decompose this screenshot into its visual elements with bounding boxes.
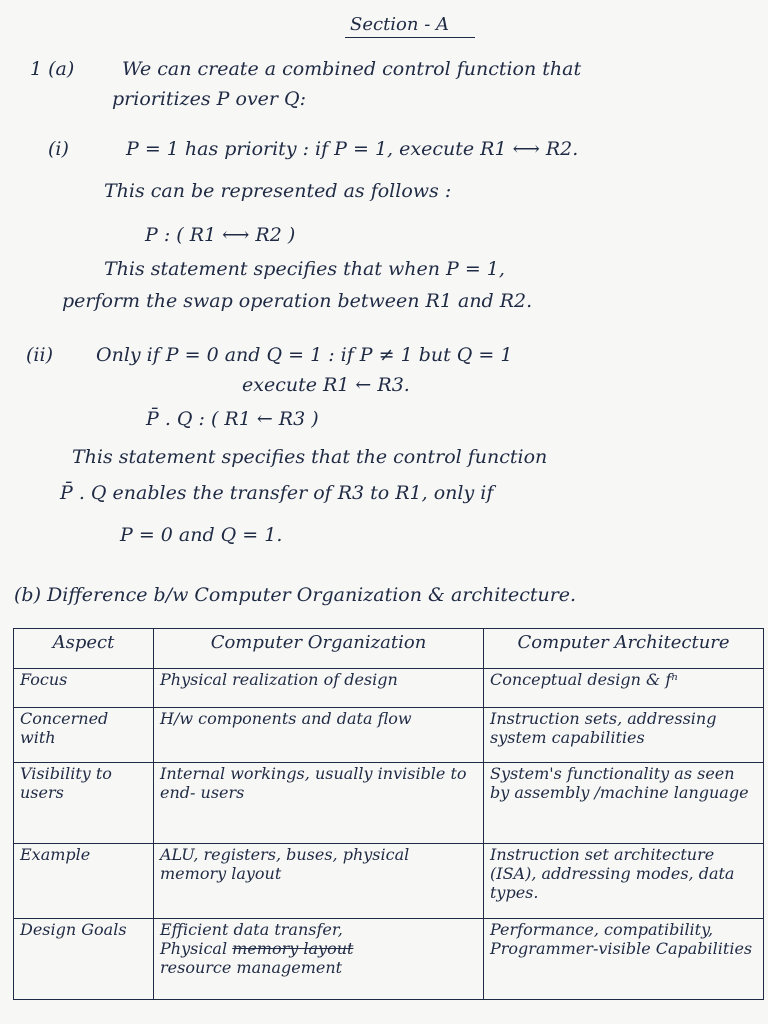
row-organization: Physical realization of design	[154, 669, 484, 708]
row-architecture: System's functionality as seen by assembly /machine language	[484, 763, 764, 844]
part-ii-explain-line2: P̄ . Q enables the transfer of R3 to R1, only if	[60, 482, 494, 504]
header-aspect: Aspect	[14, 629, 154, 669]
row-organization	[154, 919, 484, 1000]
part-ii-label: (ii)	[26, 344, 53, 366]
row-aspect: Visibility to users	[14, 763, 154, 844]
q1a-label: 1 (a)	[30, 58, 75, 80]
row-organization: ALU, registers, buses, physical memory layout	[154, 844, 484, 919]
part-ii-expression: P̄ . Q : ( R1 ← R3 )	[146, 408, 319, 430]
part-ii-explain-line1: This statement specifies that the control function	[72, 446, 548, 468]
table-row	[14, 763, 764, 844]
section-title: Section - A	[350, 14, 450, 35]
row-architecture: Instruction sets, addressing system capabilities	[484, 708, 764, 763]
header-organization: Computer Organization	[154, 629, 484, 669]
row-aspect: Focus	[14, 669, 154, 708]
row-architecture: Instruction set architecture (ISA), addressing modes, data types.	[484, 844, 764, 919]
row-aspect: Example	[14, 844, 154, 919]
table-header-row	[14, 629, 764, 669]
part-ii-explain-line3: P = 0 and Q = 1.	[120, 524, 283, 546]
table-row	[14, 844, 764, 919]
org-goal-line3: resource management	[160, 958, 343, 977]
org-goal-line2	[160, 939, 477, 958]
q1b-heading: (b) Difference b/w Computer Organization & architecture.	[14, 584, 577, 606]
part-i-expression: P : ( R1 ⟷ R2 )	[145, 224, 296, 246]
part-i-heading: P = 1 has priority : if P = 1, execute R1 ⟷ R2.	[126, 138, 579, 160]
org-goal-struck-text: memory layout	[232, 939, 354, 958]
row-architecture: Performance, compatibility, Programmer-visible Capabilities	[484, 919, 764, 1000]
row-aspect: Design Goals	[14, 919, 154, 1000]
header-architecture: Computer Architecture	[484, 629, 764, 669]
part-i-explain-line1: This statement specifies that when P = 1,	[104, 258, 505, 280]
table-row	[14, 919, 764, 1000]
part-i-represent: This can be represented as follows :	[104, 180, 452, 202]
table-row	[14, 708, 764, 763]
part-i-label: (i)	[48, 138, 69, 160]
comparison-table	[13, 628, 764, 1000]
title-underline	[345, 37, 475, 38]
org-goal-line1: Efficient data transfer,	[160, 920, 343, 939]
part-ii-heading: Only if P = 0 and Q = 1 : if P ≠ 1 but Q = 1	[96, 344, 513, 366]
org-goal-physical: Physical	[160, 939, 228, 958]
row-architecture: Conceptual design & fⁿ	[484, 669, 764, 708]
table-row	[14, 669, 764, 708]
row-organization: H/w components and data flow	[154, 708, 484, 763]
q1a-intro-line1: We can create a combined control function that	[122, 58, 582, 80]
row-aspect: Concerned with	[14, 708, 154, 763]
part-i-explain-line2: perform the swap operation between R1 and R2.	[62, 290, 533, 312]
q1a-intro-line2: prioritizes P over Q:	[112, 88, 307, 110]
part-ii-execute: execute R1 ← R3.	[242, 374, 410, 396]
row-organization: Internal workings, usually invisible to end- users	[154, 763, 484, 844]
